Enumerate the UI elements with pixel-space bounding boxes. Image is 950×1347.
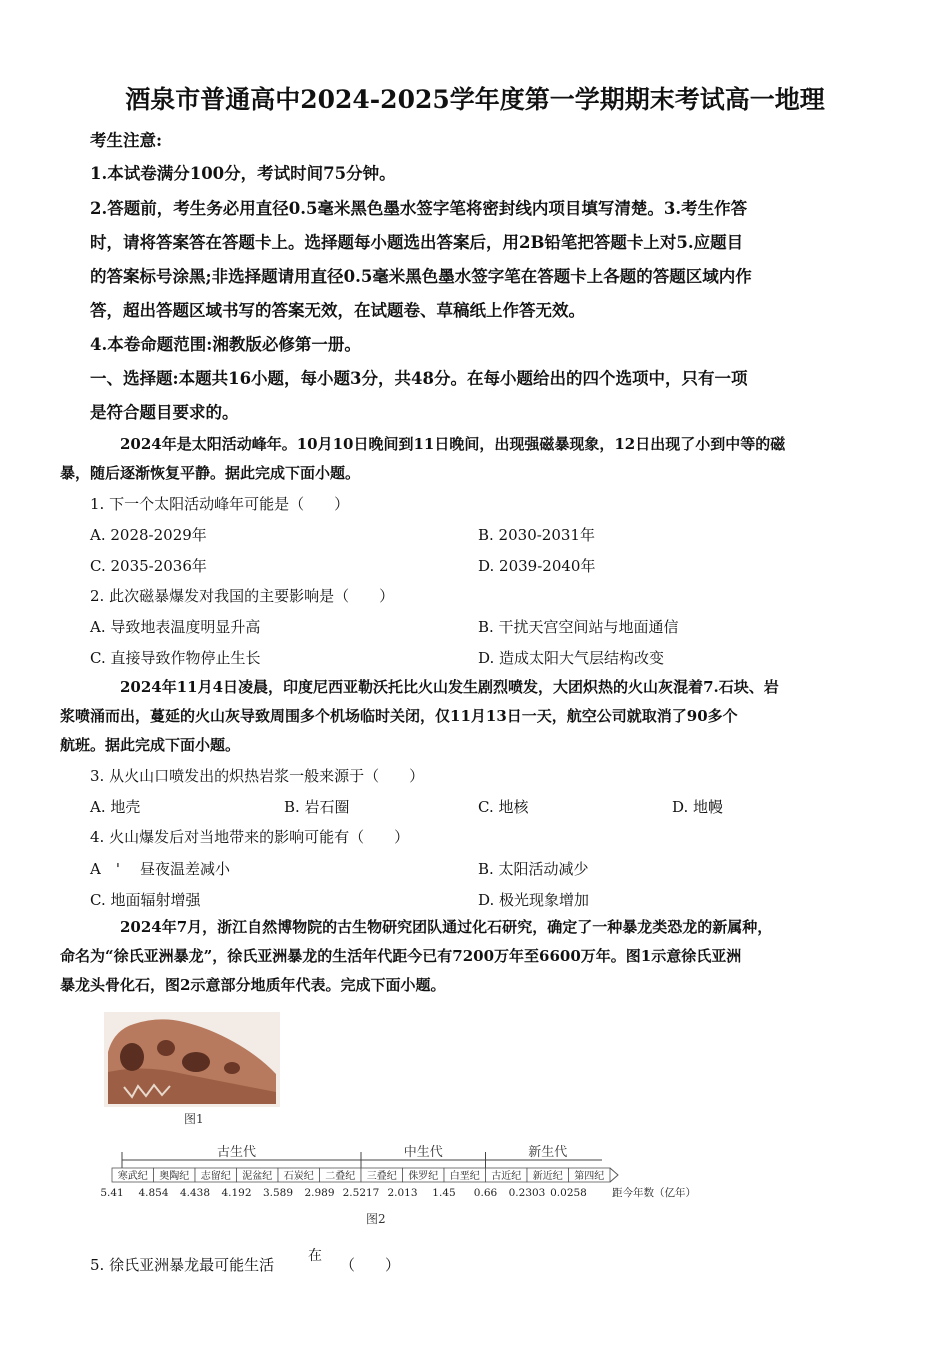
- figure-1-caption: 图1: [184, 1112, 204, 1126]
- period-label: 二叠纪: [325, 1171, 356, 1182]
- page-title: 酒泉市普通高中2024-2025学年度第一学期期末考试高一地理: [125, 85, 825, 114]
- question-5-mark: 在: [308, 1248, 322, 1264]
- question-3-option-a: A. 地壳: [90, 798, 141, 816]
- age-label: 0.0258: [550, 1187, 587, 1199]
- question-2-option-a: A. 导致地表温度明显升高: [90, 618, 261, 636]
- group-3-intro-line-1: 2024年7月，浙江自然博物院的古生物研究团队通过化石研究，确定了一种暴龙类恐龙的新属种，: [120, 918, 773, 936]
- notice-item-2-line-4: 答，超出答题区域书写的答案无效，在试题卷、草稿纸上作答无效。: [90, 301, 585, 320]
- timeline-arrow: [610, 1168, 618, 1182]
- group-1-intro-line-1: 2024年是太阳活动峰年。10月10日晚间到11日晚间，出现强磁暴现象，12日出现了小到中等的磁: [120, 435, 786, 453]
- figure-2-caption: 图2: [366, 1212, 386, 1226]
- question-1-option-c: C. 2035-2036年: [90, 557, 207, 575]
- group-2-intro-line-1: 2024年11月4日凌晨，印度尼西亚勒沃托比火山发生剧烈喷发，大团炽热的火山灰混着7.石块、岩: [120, 678, 779, 696]
- notice-item-2-line-1: 2.答题前，考生务必用直径0.5毫米黑色墨水签字笔将密封线内项目填写清楚。3.考生作答: [90, 199, 748, 218]
- era-label: 新生代: [528, 1145, 568, 1160]
- period-label: 白垩纪: [449, 1171, 480, 1182]
- group-3-intro: [60, 913, 862, 1000]
- question-1-stem: 1. 下一个太阳活动峰年可能是（ ）: [90, 495, 350, 513]
- period-label: 第四纪: [574, 1171, 605, 1182]
- notice-item-2-line-3: 的答案标号涂黑;非选择题请用直径0.5毫米黑色墨水签字笔在答题卡上各题的答题区域内作: [90, 267, 752, 286]
- question-2-option-d: D. 造成太阳大气层结构改变: [478, 649, 665, 667]
- notice-item-1: 1.本试卷满分100分，考试时间75分钟。: [90, 164, 396, 183]
- period-label: 三叠纪: [366, 1171, 397, 1182]
- question-3-option-b: B. 岩石圈: [284, 798, 350, 816]
- period-label: 古近纪: [491, 1171, 522, 1182]
- question-3-option-d: D. 地幔: [672, 798, 724, 816]
- question-4-option-a: 昼夜温差减小: [140, 860, 231, 878]
- question-4-stem: 4. 火山爆发后对当地带来的影响可能有（ ）: [90, 828, 410, 846]
- question-4-option-c: C. 地面辐射增强: [90, 891, 201, 909]
- notice-item-2: [90, 192, 862, 328]
- group-2-intro-line-3: 航班。据此完成下面小题。: [60, 736, 241, 754]
- section-1-header: [90, 362, 862, 430]
- dinosaur-skull-fossil-image: [104, 1012, 280, 1107]
- question-4-option-a-prefix: A ': [90, 860, 120, 878]
- age-label: 0.2303: [508, 1187, 546, 1199]
- question-5-paren: （ ）: [340, 1256, 401, 1274]
- group-2-intro-line-2: 浆喷涌而出，蔓延的火山灰导致周围多个机场临时关闭，仅11月13日一天，航空公司就取消了90多个: [60, 707, 738, 725]
- age-label: 2.5217: [342, 1187, 380, 1199]
- question-4-option-b: B. 太阳活动减少: [478, 860, 589, 878]
- period-label: 石炭纪: [283, 1171, 314, 1182]
- era-label: 中生代: [403, 1145, 443, 1160]
- age-label: 5.41: [100, 1187, 124, 1199]
- question-1-option-a: A. 2028-2029年: [90, 526, 207, 544]
- notice-item-2-line-2: 时，请将答案答在答题卡上。选择题每小题选出答案后，用2B铅笔把答题卡上对5.应题目: [90, 233, 744, 252]
- question-2-stem: 2. 此次磁暴爆发对我国的主要影响是（ ）: [90, 587, 395, 605]
- age-label: 2.989: [304, 1187, 335, 1199]
- geologic-timeline-chart: [100, 1138, 704, 1218]
- question-3-stem: 3. 从火山口喷发出的炽热岩浆一般来源于（ ）: [90, 767, 425, 785]
- age-label: 2.013: [387, 1187, 418, 1199]
- question-3-option-c: C. 地核: [478, 798, 529, 816]
- age-label: 4.438: [179, 1187, 211, 1199]
- notice-heading: 考生注意:: [90, 131, 163, 150]
- section-1-line-2: 是符合题目要求的。: [90, 403, 239, 422]
- period-label: 寒武纪: [117, 1171, 148, 1182]
- group-2-intro: [60, 673, 862, 760]
- question-5-stem: 5. 徐氏亚洲暴龙最可能生活: [90, 1256, 275, 1274]
- section-1-line-1: 一、选择题:本题共16小题，每小题3分，共48分。在每小题给出的四个选项中，只有一项: [90, 369, 748, 388]
- age-unit-label: 距今年数（亿年）: [612, 1187, 696, 1199]
- period-label: 泥盆纪: [242, 1171, 273, 1182]
- era-label: 古生代: [216, 1145, 257, 1160]
- question-1-option-b: B. 2030-2031年: [478, 526, 595, 544]
- group-3-intro-line-2: 命名为“徐氏亚洲暴龙”，徐氏亚洲暴龙的生活年代距今已有7200万年至6600万年。图1示意徐氏亚洲: [60, 947, 742, 965]
- question-4-option-d: D. 极光现象增加: [478, 891, 590, 909]
- question-2-option-c: C. 直接导致作物停止生长: [90, 649, 261, 667]
- group-3-intro-line-3: 暴龙头骨化石，图2示意部分地质年代表。完成下面小题。: [60, 976, 446, 994]
- age-label: 4.854: [138, 1187, 169, 1199]
- notice-item-4: 4.本卷命题范围:湘教版必修第一册。: [90, 335, 361, 354]
- age-label: 4.192: [221, 1187, 252, 1199]
- age-label: 1.45: [432, 1187, 456, 1199]
- group-1-intro: [60, 430, 862, 488]
- period-label: 新近纪: [532, 1171, 563, 1182]
- period-label: 志留纪: [200, 1171, 231, 1182]
- group-1-intro-line-2: 暴，随后逐渐恢复平静。据此完成下面小题。: [60, 464, 361, 482]
- age-label: 0.66: [473, 1187, 498, 1199]
- question-1-option-d: D. 2039-2040年: [478, 557, 596, 575]
- period-label: 奥陶纪: [159, 1171, 190, 1182]
- question-2-option-b: B. 干扰天宫空间站与地面通信: [478, 618, 679, 636]
- period-label: 侏罗纪: [408, 1171, 439, 1182]
- age-label: 3.589: [262, 1187, 294, 1199]
